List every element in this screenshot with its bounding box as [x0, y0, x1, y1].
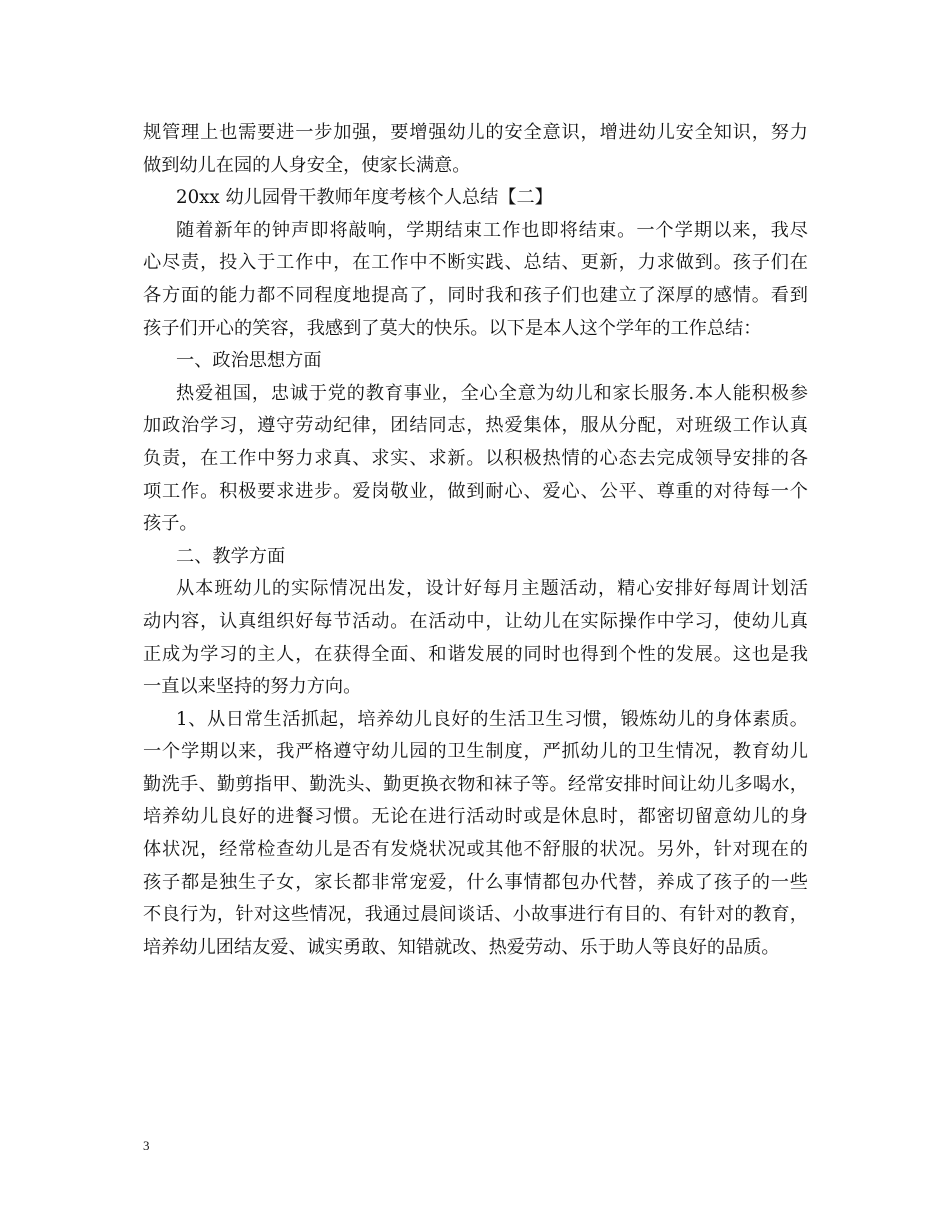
- text-line: 规管理上也需要进一步加强，要增强幼儿的安全意识，增进幼儿安全知识，努力: [143, 122, 808, 143]
- text-line: 心尽责，投入于工作中，在工作中不断实践、总结、更新，力求做到。孩子们在: [143, 252, 808, 274]
- text-line: 动内容，认真组织好每节活动。在活动中，让幼儿在实际操作中学习，使幼儿真: [143, 610, 808, 632]
- text-line: 热爱祖国，忠诚于党的教育事业，全心全意为幼儿和家长服务.本人能积极参: [176, 382, 808, 404]
- text-line: 二、教学方面: [176, 545, 286, 567]
- text-line: 正成为学习的主人，在获得全面、和谐发展的同时也得到个性的发展。这也是我: [143, 643, 808, 665]
- text-line: 培养幼儿良好的进餐习惯。无论在进行活动时或是休息时，都密切留意幼儿的身: [143, 806, 808, 828]
- text-line: 培养幼儿团结友爱、诚实勇敢、知错就改、热爱劳动、乐于助人等良好的品质。: [143, 936, 780, 958]
- text-line: 做到幼儿在园的人身安全，使家长满意。: [143, 154, 471, 176]
- page-number: 3: [143, 1138, 150, 1153]
- text-line: 随着新年的钟声即将敲响，学期结束工作也即将结束。一个学期以来，我尽: [176, 219, 808, 241]
- text-line: 负责，在工作中努力求真、求实、求新。以积极热情的心态去完成领导安排的各: [143, 447, 808, 469]
- text-line: 孩子都是独生子女，家长都非常宠爱，什么事情都包办代替，养成了孩子的一些: [143, 871, 808, 893]
- text-line: 一个学期以来，我严格遵守幼儿园的卫生制度，严抓幼儿的卫生情况，教育幼儿: [143, 741, 808, 763]
- text-line: 项工作。积极要求进步。爱岗敬业，做到耐心、爱心、公平、尊重的对待每一个: [143, 480, 808, 502]
- text-line: 不良行为，针对这些情况，我通过晨间谈话、小故事进行有目的、有针对的教育，: [143, 904, 808, 926]
- text-line: 体状况，经常检查幼儿是否有发烧状况或其他不舒服的状况。另外，针对现在的: [143, 839, 808, 861]
- text-line: 从本班幼儿的实际情况出发，设计好每月主题活动，精心安排好每周计划活: [176, 578, 808, 600]
- text-line: 各方面的能力都不同程度地提高了，同时我和孩子们也建立了深厚的感情。看到: [143, 284, 808, 306]
- document-body: [143, 117, 808, 964]
- text-line: 勤洗手、勤剪指甲、勤洗头、勤更换衣物和袜子等。经常安排时间让幼儿多喝水，: [143, 773, 808, 795]
- text-line: 1、从日常生活抓起，培养幼儿良好的生活卫生习惯，锻炼幼儿的身体素质。: [176, 708, 808, 730]
- text-line: 一直以来坚持的努力方向。: [143, 676, 362, 698]
- text-line: 一、政治思想方面: [176, 350, 322, 372]
- text-line: 孩子们开心的笑容，我感到了莫大的快乐。以下是本人这个学年的工作总结：: [143, 317, 762, 339]
- text-line: 加政治学习，遵守劳动纪律，团结同志，热爱集体，服从分配，对班级工作认真: [143, 415, 808, 437]
- text-line: 孩子。: [143, 513, 198, 535]
- text-line: 20xx 幼儿园骨干教师年度考核个人总结【二】: [176, 187, 553, 209]
